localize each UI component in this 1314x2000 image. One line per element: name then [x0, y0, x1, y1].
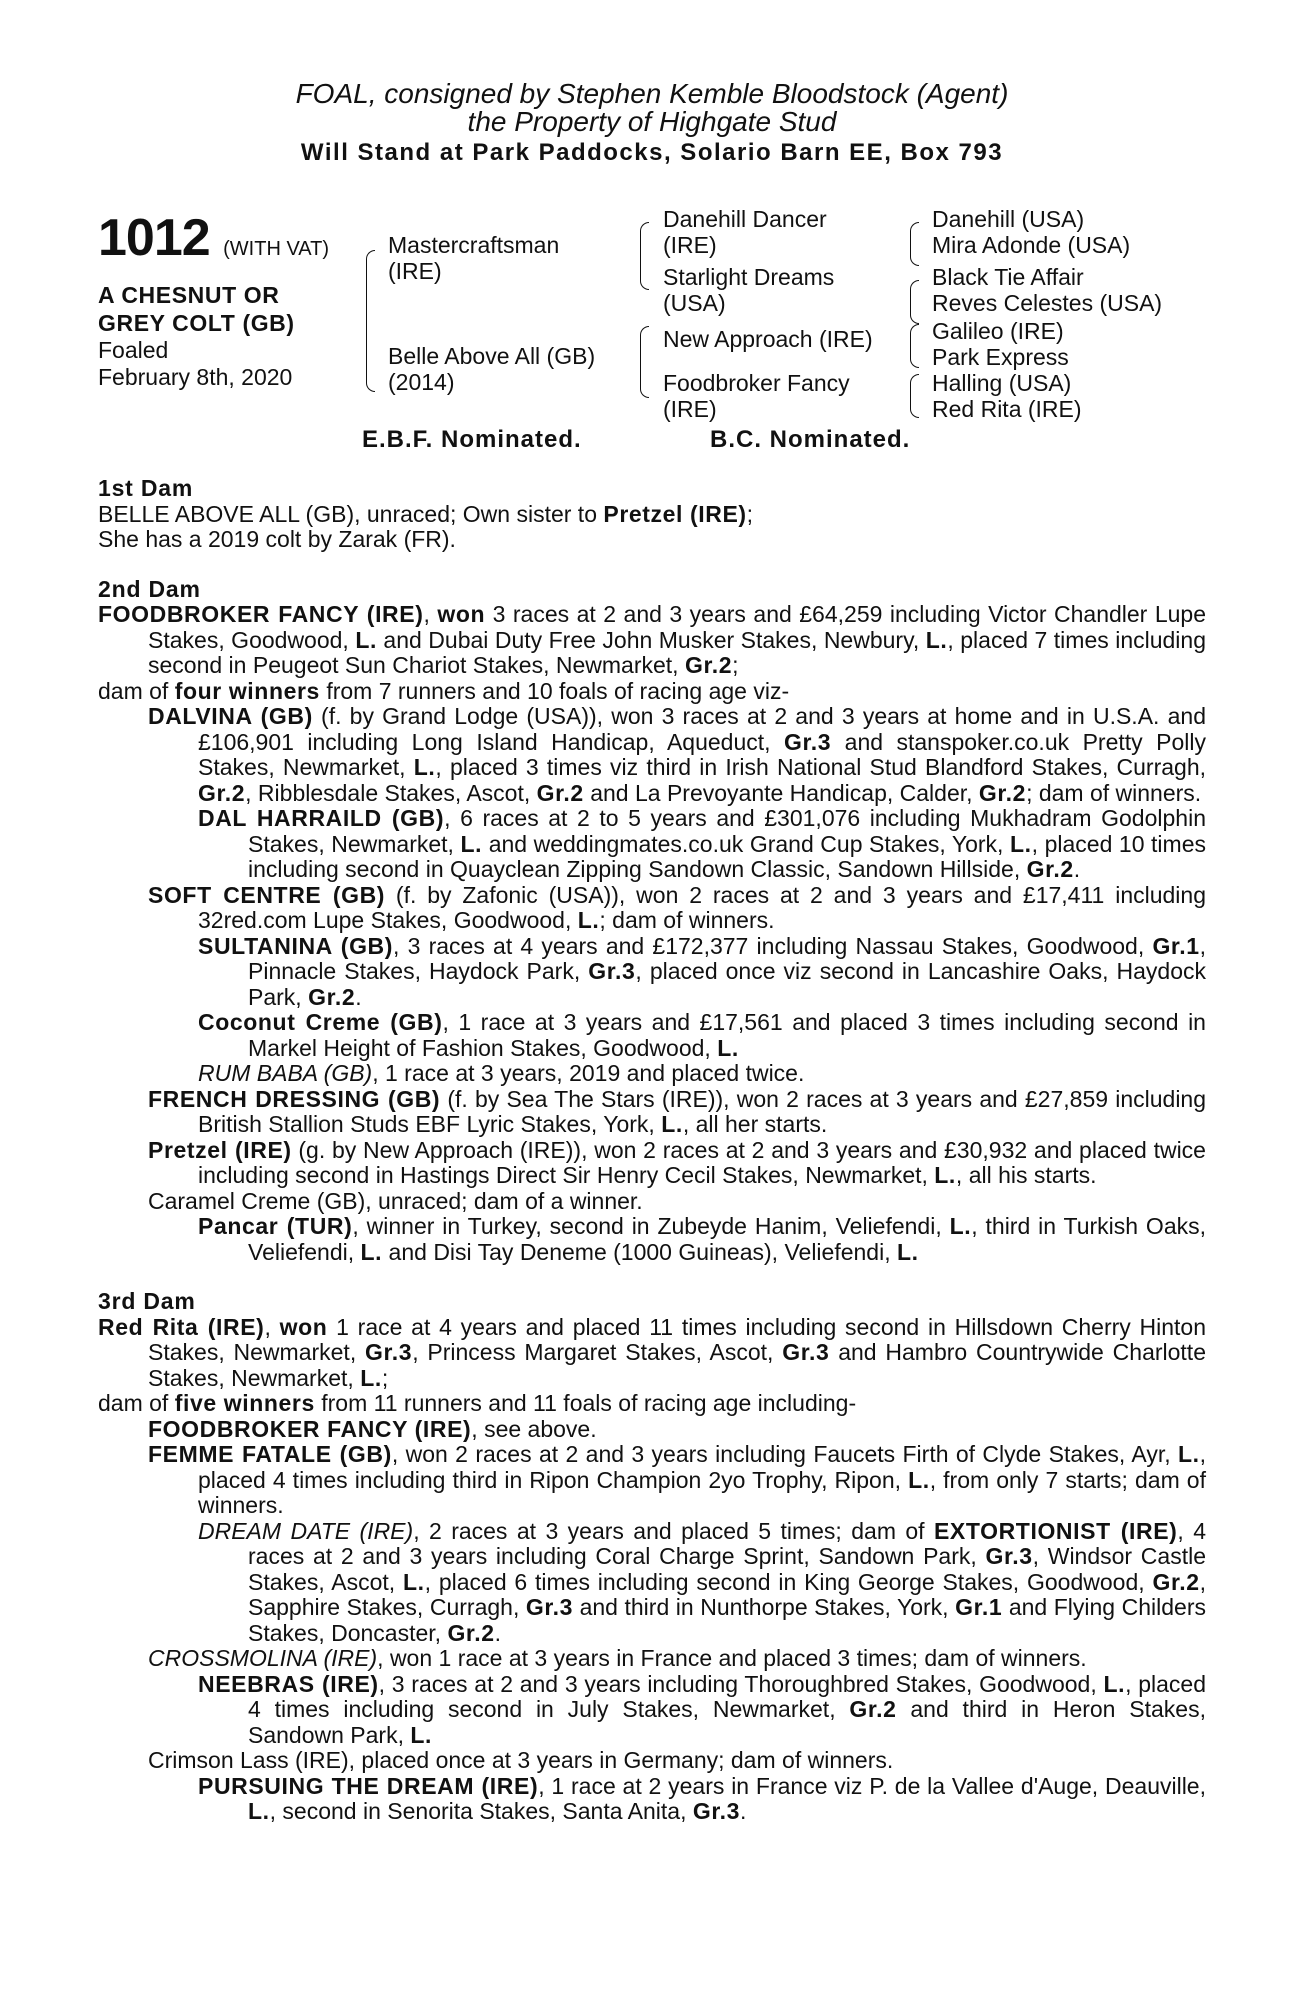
record-paragraph — [98, 1138, 1206, 1189]
record-paragraph — [98, 1417, 1206, 1443]
bold-text: FEMME FATALE (GB) — [148, 1441, 392, 1467]
bold-text: Pancar (TUR) — [198, 1213, 353, 1239]
sd-brace — [910, 280, 919, 324]
bold-text: EXTORTIONIST (IRE) — [933, 1517, 1178, 1544]
bold-text: FOODBROKER FANCY (IRE) — [98, 601, 424, 627]
text-run: , 2 races at 3 years and placed 5 times; dam of — [413, 1517, 934, 1544]
bold-text: Gr.3 — [525, 1594, 574, 1620]
record-paragraph — [98, 1010, 1206, 1061]
ggp-2: Mira Adonde (USA) — [932, 232, 1131, 258]
bold-text: FOODBROKER FANCY (IRE) — [148, 1415, 472, 1442]
bold-text: Gr.2 — [1152, 1568, 1200, 1595]
record-paragraph — [98, 1061, 1206, 1087]
bold-text: L. — [360, 1238, 383, 1265]
bold-text: Gr.2 — [978, 779, 1027, 806]
bold-text: Gr.3 — [365, 1339, 413, 1365]
text-run: , Sapphire Stakes, Curragh, — [248, 1568, 1206, 1620]
text-run: ; — [732, 652, 739, 678]
bold-text: PURSUING THE DREAM (IRE) — [198, 1772, 539, 1799]
bold-text: Gr.2 — [447, 1619, 495, 1646]
text-run: , Pinnacle Stakes, Haydock Park, — [248, 932, 1206, 984]
lot-desc-line-2: GREY COLT (GB) — [98, 310, 295, 336]
text-run: (f. by Zafonic (USA)), won 2 races at 2 and 3 years and £17,411 including 32red.com Lupe Stakes, Goodwood, — [198, 881, 1207, 933]
record-paragraph — [98, 1748, 1206, 1774]
bold-text: Gr.3 — [784, 728, 832, 755]
text-run: . — [494, 1619, 501, 1646]
text-run: , second in Senorita Stakes, Santa Anita, — [269, 1798, 693, 1824]
italic-text: RUM BABA (GB) — [198, 1060, 373, 1086]
bold-text: SOFT CENTRE (GB) — [148, 881, 386, 908]
text-run: , placed 10 times including second in Quayclean Zipping Sandown Classic, Sandown Hillside, — [248, 830, 1206, 882]
text-run: . — [355, 983, 362, 1010]
lot-block — [98, 209, 368, 391]
sd-line-2: (USA) — [663, 290, 726, 316]
text-run: , 3 races at 4 years and £172,377 including Nassau Stakes, Goodwood, — [393, 932, 1153, 959]
ds-brace — [910, 324, 919, 368]
record-paragraph — [98, 1774, 1206, 1825]
bold-text: Gr.2 — [1026, 856, 1074, 882]
sire-brace — [640, 222, 649, 290]
vat-label: (WITH VAT) — [223, 238, 330, 260]
bold-text: four winners — [174, 677, 320, 704]
bold-text: Gr.3 — [782, 1339, 830, 1365]
bold-text: L. — [661, 1111, 683, 1137]
text-run: (g. by New Approach (IRE)), won 2 races at 2 and 3 years and £30,932 and placed twice including second in Hastings Direct Sir Henry Cecil Stakes, Newmarket, — [198, 1136, 1206, 1188]
bold-text: L. — [1103, 1670, 1126, 1697]
lot-number-line — [98, 209, 368, 275]
text-run: , won 1 race at 3 years in France and placed 3 times; dam of winners. — [377, 1645, 1087, 1671]
italic-text: DREAM DATE (IRE) — [198, 1517, 414, 1544]
ggp-4: Reves Celestes (USA) — [932, 290, 1163, 316]
record-paragraph — [98, 527, 1206, 553]
text-run: and weddingmates.co.uk Grand Cup Stakes, York, — [482, 830, 1010, 857]
dam-dam — [663, 370, 850, 422]
text-run: BELLE ABOVE ALL (GB), unraced; Own sister to — [98, 500, 604, 527]
bold-text: L. — [908, 1466, 930, 1493]
record-paragraph — [98, 1189, 1206, 1215]
sire-dam — [663, 264, 834, 316]
record-paragraph — [98, 1087, 1206, 1138]
section-heading: 1st Dam — [98, 475, 194, 501]
bold-text: L. — [413, 754, 436, 780]
dd-line-1: Foodbroker Fancy — [663, 370, 850, 396]
dam-name — [388, 343, 595, 395]
text-run: , all his starts. — [955, 1162, 1097, 1188]
bold-text: Gr.1 — [955, 1594, 1003, 1620]
bold-text: L. — [355, 626, 377, 653]
grandparents-col-3 — [932, 318, 1069, 370]
text-run: , third in Turkish Oaks, Veliefendi, — [248, 1213, 1206, 1265]
text-run: , 1 race at 2 years in France viz P. de la Vallee d'Auge, Deauville, — [538, 1772, 1206, 1799]
text-run: , won 2 races at 2 and 3 years including Faucets Firth of Clyde Stakes, Ayr, — [391, 1441, 1178, 1467]
text-run: , 6 races at 2 to 5 years and £301,076 including Mukhadram Godolphin Stakes, Newmarket, — [248, 805, 1206, 857]
ggp-8: Red Rita (IRE) — [932, 396, 1082, 422]
dam-line-2: (2014) — [388, 369, 455, 395]
text-run: , Princess Margaret Stakes, Ascot, — [412, 1339, 783, 1365]
text-run: , all her starts. — [682, 1111, 828, 1137]
bold-text: L. — [717, 1034, 739, 1061]
section-heading: 3rd Dam — [98, 1288, 196, 1314]
record-paragraph — [98, 806, 1206, 883]
section-heading: 2nd Dam — [98, 575, 201, 602]
bold-text: Gr.3 — [692, 1798, 741, 1824]
bold-text: NEEBRAS (IRE) — [198, 1670, 379, 1697]
text-run: ; dam of winners. — [599, 907, 775, 933]
text-run: 1 race at 4 years and placed 11 times including second in Hillsdown Cherry Hinton Stakes, Newmarket, — [148, 1313, 1207, 1365]
foaled-date: February 8th, 2020 — [98, 364, 293, 390]
sire-line-1: Mastercraftsman — [388, 232, 560, 258]
record-paragraph — [98, 1214, 1206, 1265]
record-paragraph — [98, 704, 1206, 806]
sire-sire — [663, 206, 827, 258]
text-run: , placed 4 times including third in Ripon Champion 2yo Trophy, Ripon, — [198, 1441, 1207, 1493]
bold-text: L. — [897, 1238, 919, 1265]
record-paragraph — [98, 934, 1206, 1011]
bold-text: Gr.2 — [849, 1696, 897, 1722]
text-run: Caramel Creme (GB), unraced; dam of a winner. — [148, 1187, 643, 1214]
record-paragraph — [98, 1442, 1206, 1519]
bold-text: won — [279, 1313, 328, 1340]
sd-line-1: Starlight Dreams — [663, 264, 835, 290]
record-paragraph — [98, 602, 1206, 679]
sire-line-2: (IRE) — [388, 258, 442, 284]
ss-line-2: (IRE) — [663, 232, 717, 258]
lot-desc-line-1: A CHESNUT OR — [98, 282, 280, 308]
bold-text: L. — [248, 1798, 270, 1824]
bold-text: Coconut Creme (GB) — [198, 1009, 443, 1035]
text-run: , placed 3 times viz third in Irish National Stud Blandford Stakes, Curragh, — [435, 754, 1207, 780]
bold-text: Gr.2 — [308, 983, 356, 1010]
text-run: 3 races at 2 and 3 years and £64,259 including Victor Chandler Lupe Stakes, Goodwood, — [148, 601, 1206, 653]
bold-text: L. — [402, 1568, 425, 1595]
text-run: , from only 7 starts; dam of winners. — [198, 1466, 1206, 1518]
ebf-nominated: E.B.F. Nominated. — [362, 426, 582, 453]
ss-line-1: Danehill Dancer — [663, 206, 827, 232]
record-paragraph — [98, 1519, 1206, 1647]
bold-text: Gr.1 — [1152, 932, 1200, 959]
bold-text: Pretzel (IRE) — [148, 1136, 292, 1163]
bold-text: Gr.2 — [684, 652, 733, 678]
lot-number: 1012 — [98, 209, 210, 267]
text-run: , placed once viz second in Lancashire Oaks, Haydock Park, — [248, 958, 1206, 1010]
text-run: , 1 race at 3 years and £17,561 and placed 3 times including second in Markel Height of Fashion Stakes, Goodwood, — [248, 1009, 1206, 1061]
text-run: , — [423, 601, 438, 627]
grandparents-col-4 — [932, 370, 1082, 422]
dd-line-2: (IRE) — [663, 396, 717, 422]
grandparents-col — [932, 206, 1130, 258]
location-line: Will Stand at Park Paddocks, Solario Barn EE, Box 793 — [300, 139, 1004, 166]
bc-nominated: B.C. Nominated. — [710, 426, 911, 453]
text-run: and Hambro Countrywide Charlotte Stakes, Newmarket, — [148, 1339, 1206, 1391]
catalogue-page — [98, 78, 1207, 1824]
bold-text: DALVINA (GB) — [148, 703, 313, 729]
bold-text: L. — [1177, 1441, 1200, 1467]
grandparents-col-2 — [932, 264, 1162, 316]
dam-records — [98, 476, 1206, 1825]
record-paragraph — [98, 1391, 1206, 1417]
consignor-line: FOAL, consigned by Stephen Kemble Bloodstock (Agent) — [295, 78, 1009, 109]
lot-description — [98, 281, 368, 337]
text-run: , see above. — [471, 1415, 597, 1442]
bold-text: DAL HARRAILD (GB) — [198, 805, 445, 831]
ggp-5: Galileo (IRE) — [932, 318, 1064, 344]
text-run: from 7 runners and 10 foals of racing age viz- — [319, 677, 790, 704]
text-run: (f. by Sea The Stars (IRE)), won 2 races at 3 years and £27,859 including British Stallion Studs EBF Lyric Stakes, York, — [198, 1085, 1207, 1137]
record-paragraph — [98, 1646, 1206, 1672]
text-run: , — [264, 1313, 280, 1340]
text-run: and third in Heron Stakes, Sandown Park, — [248, 1696, 1206, 1748]
ds-line-1: New Approach (IRE) — [663, 326, 873, 352]
text-run: , 4 races at 2 and 3 years including Coral Charge Sprint, Sandown Park, — [248, 1517, 1207, 1569]
text-run: , Ribblesdale Stakes, Ascot, — [245, 779, 537, 806]
ggp-1: Danehill (USA) — [932, 206, 1085, 232]
text-run: and Flying Childers Stakes, Doncaster, — [248, 1594, 1206, 1646]
bold-text: SULTANINA (GB) — [198, 932, 394, 959]
dam-line-1: Belle Above All (GB) — [388, 343, 596, 369]
bold-text: Red Rita (IRE) — [98, 1313, 265, 1340]
text-run: (f. by Grand Lodge (USA)), won 3 races at 2 and 3 years at home and in U.S.A. and £106,901 including Long Island Handicap, Aqueduct, — [198, 703, 1206, 755]
dam-sire — [663, 326, 873, 352]
text-run: and Disi Tay Deneme (1000 Guineas), Veliefendi, — [382, 1238, 897, 1265]
text-run: from 11 runners and 11 foals of racing age including- — [314, 1390, 857, 1416]
bold-text: Gr.2 — [198, 779, 246, 806]
bold-text: five winners — [174, 1390, 315, 1416]
property-line: the Property of Highgate Stud — [467, 106, 837, 137]
text-run: ; — [381, 1364, 389, 1391]
ggp-3: Black Tie Affair — [932, 264, 1084, 290]
bold-text: L. — [934, 1162, 956, 1188]
bold-text: L. — [360, 1364, 382, 1391]
dam-brace — [640, 326, 649, 398]
record-paragraph — [98, 679, 1206, 705]
text-run: Crimson Lass (IRE), placed once at 3 years in Germany; dam of winners. — [148, 1747, 894, 1773]
text-run: , placed 7 times including second in Peugeot Sun Chariot Stakes, Newmarket, — [148, 626, 1207, 678]
bold-text: L. — [1010, 830, 1032, 857]
text-run: and La Prevoyante Handicap, Calder, — [583, 779, 979, 806]
ggp-6: Park Express — [932, 344, 1069, 370]
ss-brace — [910, 222, 919, 266]
text-run: and stanspoker.co.uk Pretty Polly Stakes, Newmarket, — [198, 728, 1206, 780]
ggp-7: Halling (USA) — [932, 370, 1072, 396]
record-paragraph — [98, 1672, 1206, 1749]
record-paragraph — [98, 883, 1206, 934]
text-run: , 1 race at 3 years, 2019 and placed twice. — [372, 1060, 805, 1086]
text-run: , placed 6 times including second in King George Stakes, Goodwood, — [424, 1568, 1153, 1595]
bold-text: Gr.2 — [536, 779, 584, 806]
text-run: , Windsor Castle Stakes, Ascot, — [248, 1543, 1206, 1595]
dd-brace — [910, 374, 919, 418]
text-run: She has a 2019 colt by Zarak (FR). — [98, 526, 456, 552]
text-run: and third in Nunthorpe Stakes, York, — [573, 1594, 956, 1620]
italic-text: CROSSMOLINA (IRE) — [148, 1645, 378, 1671]
bold-text: Pretzel (IRE) — [603, 500, 747, 527]
text-run: ; — [746, 500, 754, 527]
text-run: . — [1073, 856, 1081, 882]
text-run: dam of — [98, 677, 175, 704]
bold-text: Gr.3 — [985, 1543, 1033, 1569]
bold-text: L. — [925, 626, 948, 653]
text-run: , 3 races at 2 and 3 years including Thoroughbred Stakes, Goodwood, — [378, 1670, 1104, 1697]
text-run: , placed 4 times including second in July Stakes, Newmarket, — [248, 1670, 1206, 1722]
bold-text: won — [437, 601, 486, 627]
foaled-label: Foaled — [98, 337, 169, 363]
text-run: . — [740, 1798, 747, 1824]
bold-text: Gr.3 — [588, 958, 636, 984]
text-run: ; dam of winners. — [1026, 779, 1202, 806]
sire-name — [388, 232, 559, 284]
record-paragraph — [98, 502, 1206, 528]
text-run: dam of — [98, 1390, 175, 1416]
text-run: and Dubai Duty Free John Musker Stakes, Newbury, — [376, 626, 926, 653]
bold-text: L. — [460, 830, 483, 857]
sire-dam-brace — [366, 250, 375, 392]
record-paragraph — [98, 1315, 1206, 1392]
bold-text: L. — [410, 1721, 433, 1748]
bold-text: FRENCH DRESSING (GB) — [148, 1085, 441, 1112]
text-run: , winner in Turkey, second in Zubeyde Hanim, Veliefendi, — [352, 1213, 950, 1239]
bold-text: L. — [949, 1213, 972, 1239]
bold-text: L. — [577, 907, 600, 933]
